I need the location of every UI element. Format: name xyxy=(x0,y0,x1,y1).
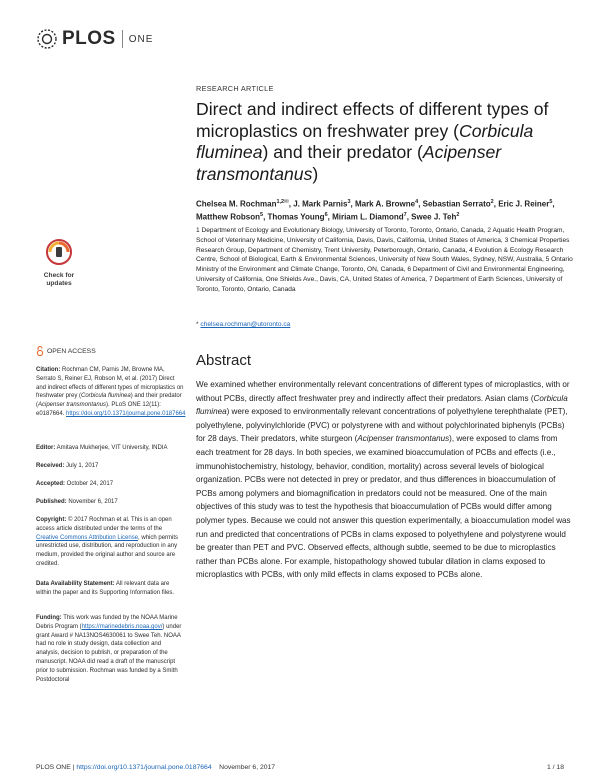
check-line-2: updates xyxy=(46,279,72,287)
journal-logo[interactable] xyxy=(36,26,153,52)
author-name: Mark A. Browne xyxy=(354,199,416,209)
citation-species: Acipenser transmontanus xyxy=(38,402,107,409)
copyright-text: , which permits unrestricted use, distribution, and reproduction in any medium, provided the original author and source are credited. xyxy=(36,534,179,567)
author-separator: , xyxy=(263,212,268,222)
editor-text: Amitava Mukherjee, VIT University, INDIA xyxy=(55,445,168,451)
author-affiliation-mark: 1,2✉ xyxy=(276,199,289,205)
footer-separator: | xyxy=(70,764,77,771)
affiliations: 1 Department of Ecology and Evolutionary Biology, University of Toronto, Toronto, Ontario, Canada, 2 Aquatic Health Program, School of Veterinary Medicine, University of California, Davis, Davis, California, United States of America, 3 Chemical Properties Research Group, Department of Chemistry, Trent University, Peterborough, Ontario, Canada, 4 Evolution & Ecology Research Centre, School of Biological, Earth & Environmental Sciences, University of New South Wales, Sydney, NSW, Australia, 5 Ontario Ministry of the Environment and Climate Change, Toronto, ON, Canada, 6 Department of Civil and Environmental Engineering, University of California, One Shields Ave., Davis, CA, United States of America, 7 Department of Earth Sciences, University of Toronto, Toronto, Ontario, Canada xyxy=(196,227,573,293)
logo-divider xyxy=(122,30,123,48)
footer-doi-link[interactable]: https://doi.org/10.1371/journal.pone.0187664 xyxy=(76,764,212,771)
correspondence xyxy=(196,321,290,328)
correspondence-email-link[interactable]: chelsea.rochman@utoronto.ca xyxy=(200,321,291,328)
abstract-part: ) were exposed to environmentally relevant concentrations of polyethylene terephthalate (PET), polyethylene, polyvinylchloride (PVC) or polystyrene with and without polychlorinated biphenyls (PCBs) for 28 days. Their predators, white sturgeon ( xyxy=(196,407,568,444)
author-separator: , xyxy=(327,212,333,222)
correspondence-mark: * xyxy=(196,321,199,328)
author-list xyxy=(196,197,576,223)
author-name: Thomas Young xyxy=(267,212,325,222)
copyright-label: Copyright: xyxy=(36,517,67,523)
title-species-prey: Corbicula fluminea xyxy=(196,120,534,163)
copyright-text: © 2017 Rochman et al. This is an open access article distributed under the terms of the xyxy=(36,517,172,532)
abstract-part: ), were exposed to clams from each treatment for 28 days. In both species, we examined bioaccumulation of PCBs and effects (i.e., immunohistochemistry, histology, behavior, condition, mortality) across several levels of biological organization. PCBs were not detected in prey or predator, and thus differences in bioaccumulation of PCBs among polymers and biomagnification in predators could not be measured. One of the main objectives of this study was to test the hypothesis that bioaccumulation of PCBs would differ among polymer types. Because we could not answer this question experimentally, a bioaccumulation model was run and predicted that concentrations of PCBs in clams exposed to polyethylene and polystyrene would be greater than PET and PVC. Observed effects, although subtle, seemed to be due to microplastics rather than PCBs alone. For example, histopathology showed tubular dilation in clams exposed to microplastics with PCBs, with only mild effects in clams exposed to PCBs alone. xyxy=(196,434,571,580)
open-access xyxy=(36,346,96,356)
author-affiliation-mark: 7 xyxy=(403,212,407,219)
page-number: 1 / 18 xyxy=(546,764,564,771)
published-text: November 6, 2017 xyxy=(66,499,118,505)
check-for-updates-icon xyxy=(46,239,72,265)
author-separator: , xyxy=(418,199,423,209)
received-text: July 1, 2017 xyxy=(64,463,99,469)
funding-text: This work was funded by the NOAA Marine Debris Program ( xyxy=(36,615,178,630)
editor-block xyxy=(36,444,186,453)
abstract-part: We examined whether environmentally relevant concentrations of different types of microplastics, with or without PCBs, directly affect freshwater prey and indirectly affect their predators. Asian clams ( xyxy=(196,380,570,403)
check-line-1: Check for xyxy=(43,272,75,279)
author-separator: , xyxy=(493,199,499,209)
funding-block xyxy=(36,614,186,684)
citation-text: ). PLoS ONE 12(11): e0187664. xyxy=(36,402,161,417)
check-for-updates-label xyxy=(36,272,82,287)
published-block xyxy=(36,498,186,507)
footer-date: November 6, 2017 xyxy=(219,764,276,771)
data-availability-text: All relevant data are within the paper and its Supporting Information files. xyxy=(36,581,175,596)
check-for-updates-badge[interactable] xyxy=(36,239,82,291)
abstract-text xyxy=(196,378,574,582)
title-species-predator: Acipenser transmontanus xyxy=(196,142,502,184)
abstract-heading: Abstract xyxy=(196,352,252,369)
article-type: RESEARCH ARTICLE xyxy=(196,84,274,93)
open-access-label: OPEN ACCESS xyxy=(47,347,96,355)
author-affiliation-mark: 4 xyxy=(415,199,419,205)
license-link[interactable]: Creative Commons Attribution License xyxy=(36,534,139,541)
citation-label: Citation: xyxy=(36,367,61,373)
author-affiliation-mark: 6 xyxy=(324,212,328,219)
author-affiliation-mark: 3 xyxy=(347,199,351,205)
title-part: Direct and indirect effects of different types of microplastics on freshwater prey ( xyxy=(196,99,549,141)
author-affiliation-mark: 2 xyxy=(456,212,460,219)
author-name: Swee J. Teh xyxy=(411,212,457,222)
article-title xyxy=(196,99,576,185)
received-label: Received: xyxy=(36,463,65,469)
citation-doi-link[interactable]: https://doi.org/10.1371/journal.pone.0187664 xyxy=(66,410,186,417)
accepted-label: Accepted: xyxy=(36,481,66,487)
title-part: ) xyxy=(312,163,319,184)
plos-logo-icon xyxy=(36,28,58,50)
author-name: J. Mark Parnis xyxy=(293,199,348,209)
accepted-block xyxy=(36,480,186,489)
author-name: Miriam L. Diamond xyxy=(332,212,404,222)
author-affiliation-mark: 5 xyxy=(549,199,553,205)
data-availability-label: Data Availability Statement: xyxy=(36,581,115,587)
copyright-block xyxy=(36,516,186,569)
author-name: Eric J. Reiner xyxy=(498,199,550,209)
editor-label: Editor: xyxy=(36,445,56,451)
author-affiliation-mark: 5 xyxy=(260,212,264,219)
logo-subtitle: ONE xyxy=(128,33,154,45)
citation-text: ) and their predator ( xyxy=(36,393,182,409)
abstract-species: Corbicula fluminea xyxy=(196,393,568,417)
logo-text: PLOS xyxy=(62,28,116,49)
citation-text: Rochman CM, Parnis JM, Browne MA, Serrato S, Reiner EJ, Robson M, et al. (2017) Direct and indirect effects of different types of microplastics on freshwater prey ( xyxy=(36,367,184,400)
author-separator: , xyxy=(552,199,555,209)
abstract-species: Acipenser transmontanus xyxy=(357,434,450,444)
received-block xyxy=(36,462,186,471)
funding-link[interactable]: https://marinedebris.noaa.gov/ xyxy=(81,623,163,630)
accepted-text: October 24, 2017 xyxy=(65,481,114,487)
published-label: Published: xyxy=(36,499,67,505)
title-part: ) and their predator ( xyxy=(262,142,423,163)
funding-text: ) under grant Award # NA13NOS4630061 to Swee Teh. NOAA had no role in study design, data collection and analysis, decision to publish, or preparation of the manuscript. NOAA did read a draft of the manuscript prior to submission. Rochman was funded by a Smith Postdoctoral xyxy=(36,623,182,683)
funding-label: Funding: xyxy=(36,615,62,621)
citation-block xyxy=(36,366,186,419)
open-lock-icon xyxy=(36,346,44,356)
author-name: Matthew Robson xyxy=(196,212,260,222)
author-separator: , xyxy=(288,199,294,209)
author-separator: , xyxy=(350,199,355,209)
author-name: Chelsea M. Rochman xyxy=(196,199,277,209)
footer-journal: PLOS ONE xyxy=(36,764,71,771)
citation-species: Corbicula fluminea xyxy=(81,393,131,400)
author-name: Sebastian Serrato xyxy=(422,199,491,209)
author-separator: , xyxy=(406,212,412,222)
data-availability-block xyxy=(36,580,186,598)
author-affiliation-mark: 2 xyxy=(490,199,494,205)
page-footer xyxy=(36,764,275,771)
